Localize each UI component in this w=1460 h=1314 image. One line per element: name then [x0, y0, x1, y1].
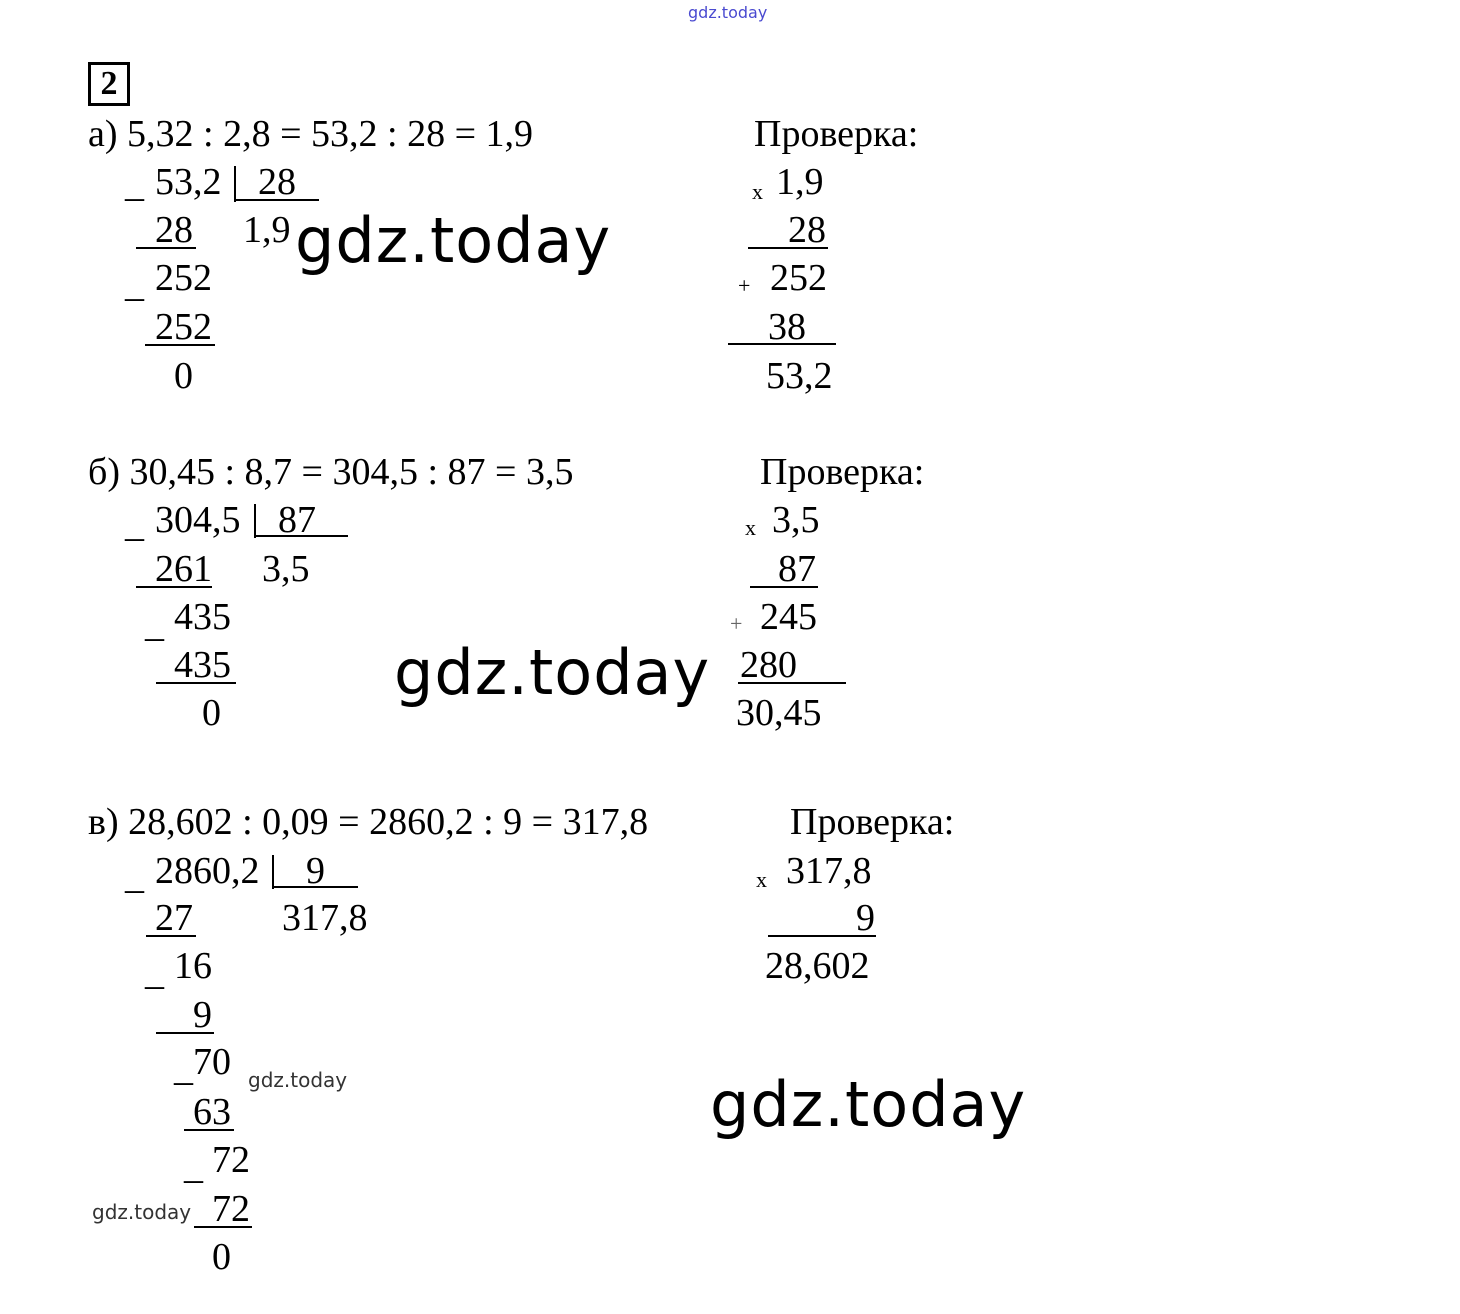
plus-sign: +	[738, 273, 751, 298]
part-b-divisor: 87	[278, 499, 316, 541]
part-b-check-factor1: 3,5	[772, 499, 820, 541]
part-c-quotient: 317,8	[282, 897, 368, 939]
part-c-dividend: 2860,2	[155, 850, 260, 892]
part-c-step-6: 72	[212, 1139, 250, 1181]
part-a-remainder: 0	[174, 355, 193, 397]
part-a-check-partial2: 38	[768, 306, 806, 348]
part-a-dividend: 53,2	[155, 161, 222, 203]
step-underline	[146, 935, 196, 937]
part-a-divisor: 28	[258, 161, 296, 203]
times-sign: x	[756, 867, 767, 892]
part-b-remainder: 0	[202, 692, 221, 734]
watermark: gdz.today	[295, 204, 612, 277]
divisor-underline	[234, 199, 319, 201]
check-underline	[768, 935, 876, 937]
part-b-check-factor2: 87	[778, 548, 816, 590]
part-b-quotient: 3,5	[262, 548, 310, 590]
minus-sign: _	[125, 163, 144, 205]
division-bar	[234, 166, 236, 202]
step-underline	[145, 344, 215, 346]
part-a-check-partial1: 252	[770, 257, 827, 299]
part-c-equation: в) 28,602 : 0,09 = 2860,2 : 9 = 317,8	[88, 801, 649, 843]
part-a-step-3: 252	[155, 306, 212, 348]
part-b-check-partial1: 245	[760, 596, 817, 638]
minus-sign: _	[184, 1145, 203, 1187]
division-bar	[254, 504, 256, 538]
part-c-step-4: 70	[193, 1041, 231, 1083]
divisor-underline	[254, 535, 348, 537]
part-a-step-1: 28	[155, 209, 193, 251]
part-a-check-label: Проверка:	[754, 113, 919, 155]
watermark-small: gdz.today	[92, 1200, 192, 1224]
step-underline	[156, 1032, 214, 1034]
part-c-step-3: 9	[193, 994, 212, 1036]
minus-sign: _	[145, 951, 164, 993]
plus-sign: +	[730, 611, 743, 636]
part-b-check-result: 30,45	[736, 692, 822, 734]
part-c-step-2: 16	[174, 945, 212, 987]
step-underline	[194, 1226, 252, 1228]
watermark: gdz.today	[710, 1068, 1027, 1141]
minus-sign: _	[125, 855, 144, 897]
minus-sign: _	[125, 503, 144, 545]
part-a-check-factor1: 1,9	[776, 161, 824, 203]
part-a-step-2: 252	[155, 257, 212, 299]
check-underline	[728, 343, 836, 345]
check-underline	[738, 682, 846, 684]
part-b-equation: б) 30,45 : 8,7 = 304,5 : 87 = 3,5	[88, 451, 574, 493]
part-b-step-3: 435	[174, 644, 231, 686]
part-c-divisor: 9	[306, 850, 325, 892]
watermark: gdz.today	[394, 636, 711, 709]
part-c-check-factor1: 317,8	[786, 850, 872, 892]
part-a-quotient: 1,9	[243, 209, 291, 251]
watermark-small: gdz.today	[248, 1068, 348, 1092]
part-b-check-label: Проверка:	[760, 451, 925, 493]
part-b-step-2: 435	[174, 596, 231, 638]
step-underline	[136, 247, 196, 249]
task-number-box: 2	[88, 62, 130, 106]
step-underline	[156, 682, 236, 684]
minus-sign: _	[145, 603, 164, 645]
part-c-check-factor2: 9	[856, 897, 875, 939]
part-a-check-result: 53,2	[766, 355, 833, 397]
part-b-dividend: 304,5	[155, 499, 241, 541]
part-c-step-5: 63	[193, 1091, 231, 1133]
part-c-step-7: 72	[212, 1188, 250, 1230]
part-a-check-factor2: 28	[788, 209, 826, 251]
step-underline	[184, 1129, 234, 1131]
part-b-step-1: 261	[155, 548, 212, 590]
division-bar	[272, 855, 274, 889]
times-sign: x	[745, 515, 756, 540]
part-c-step-1: 27	[155, 897, 193, 939]
watermark-top: gdz.today	[688, 3, 768, 22]
times-sign: x	[752, 179, 763, 204]
part-c-remainder: 0	[212, 1236, 231, 1278]
divisor-underline	[272, 886, 358, 888]
part-c-check-result: 28,602	[765, 945, 870, 987]
check-underline	[748, 247, 828, 249]
minus-sign: _	[174, 1047, 193, 1089]
part-b-check-partial2: 280	[740, 644, 797, 686]
part-a-equation: а) 5,32 : 2,8 = 53,2 : 28 = 1,9	[88, 113, 533, 155]
part-c-check-label: Проверка:	[790, 801, 955, 843]
minus-sign: _	[125, 263, 144, 305]
step-underline	[136, 586, 212, 588]
check-underline	[750, 586, 818, 588]
